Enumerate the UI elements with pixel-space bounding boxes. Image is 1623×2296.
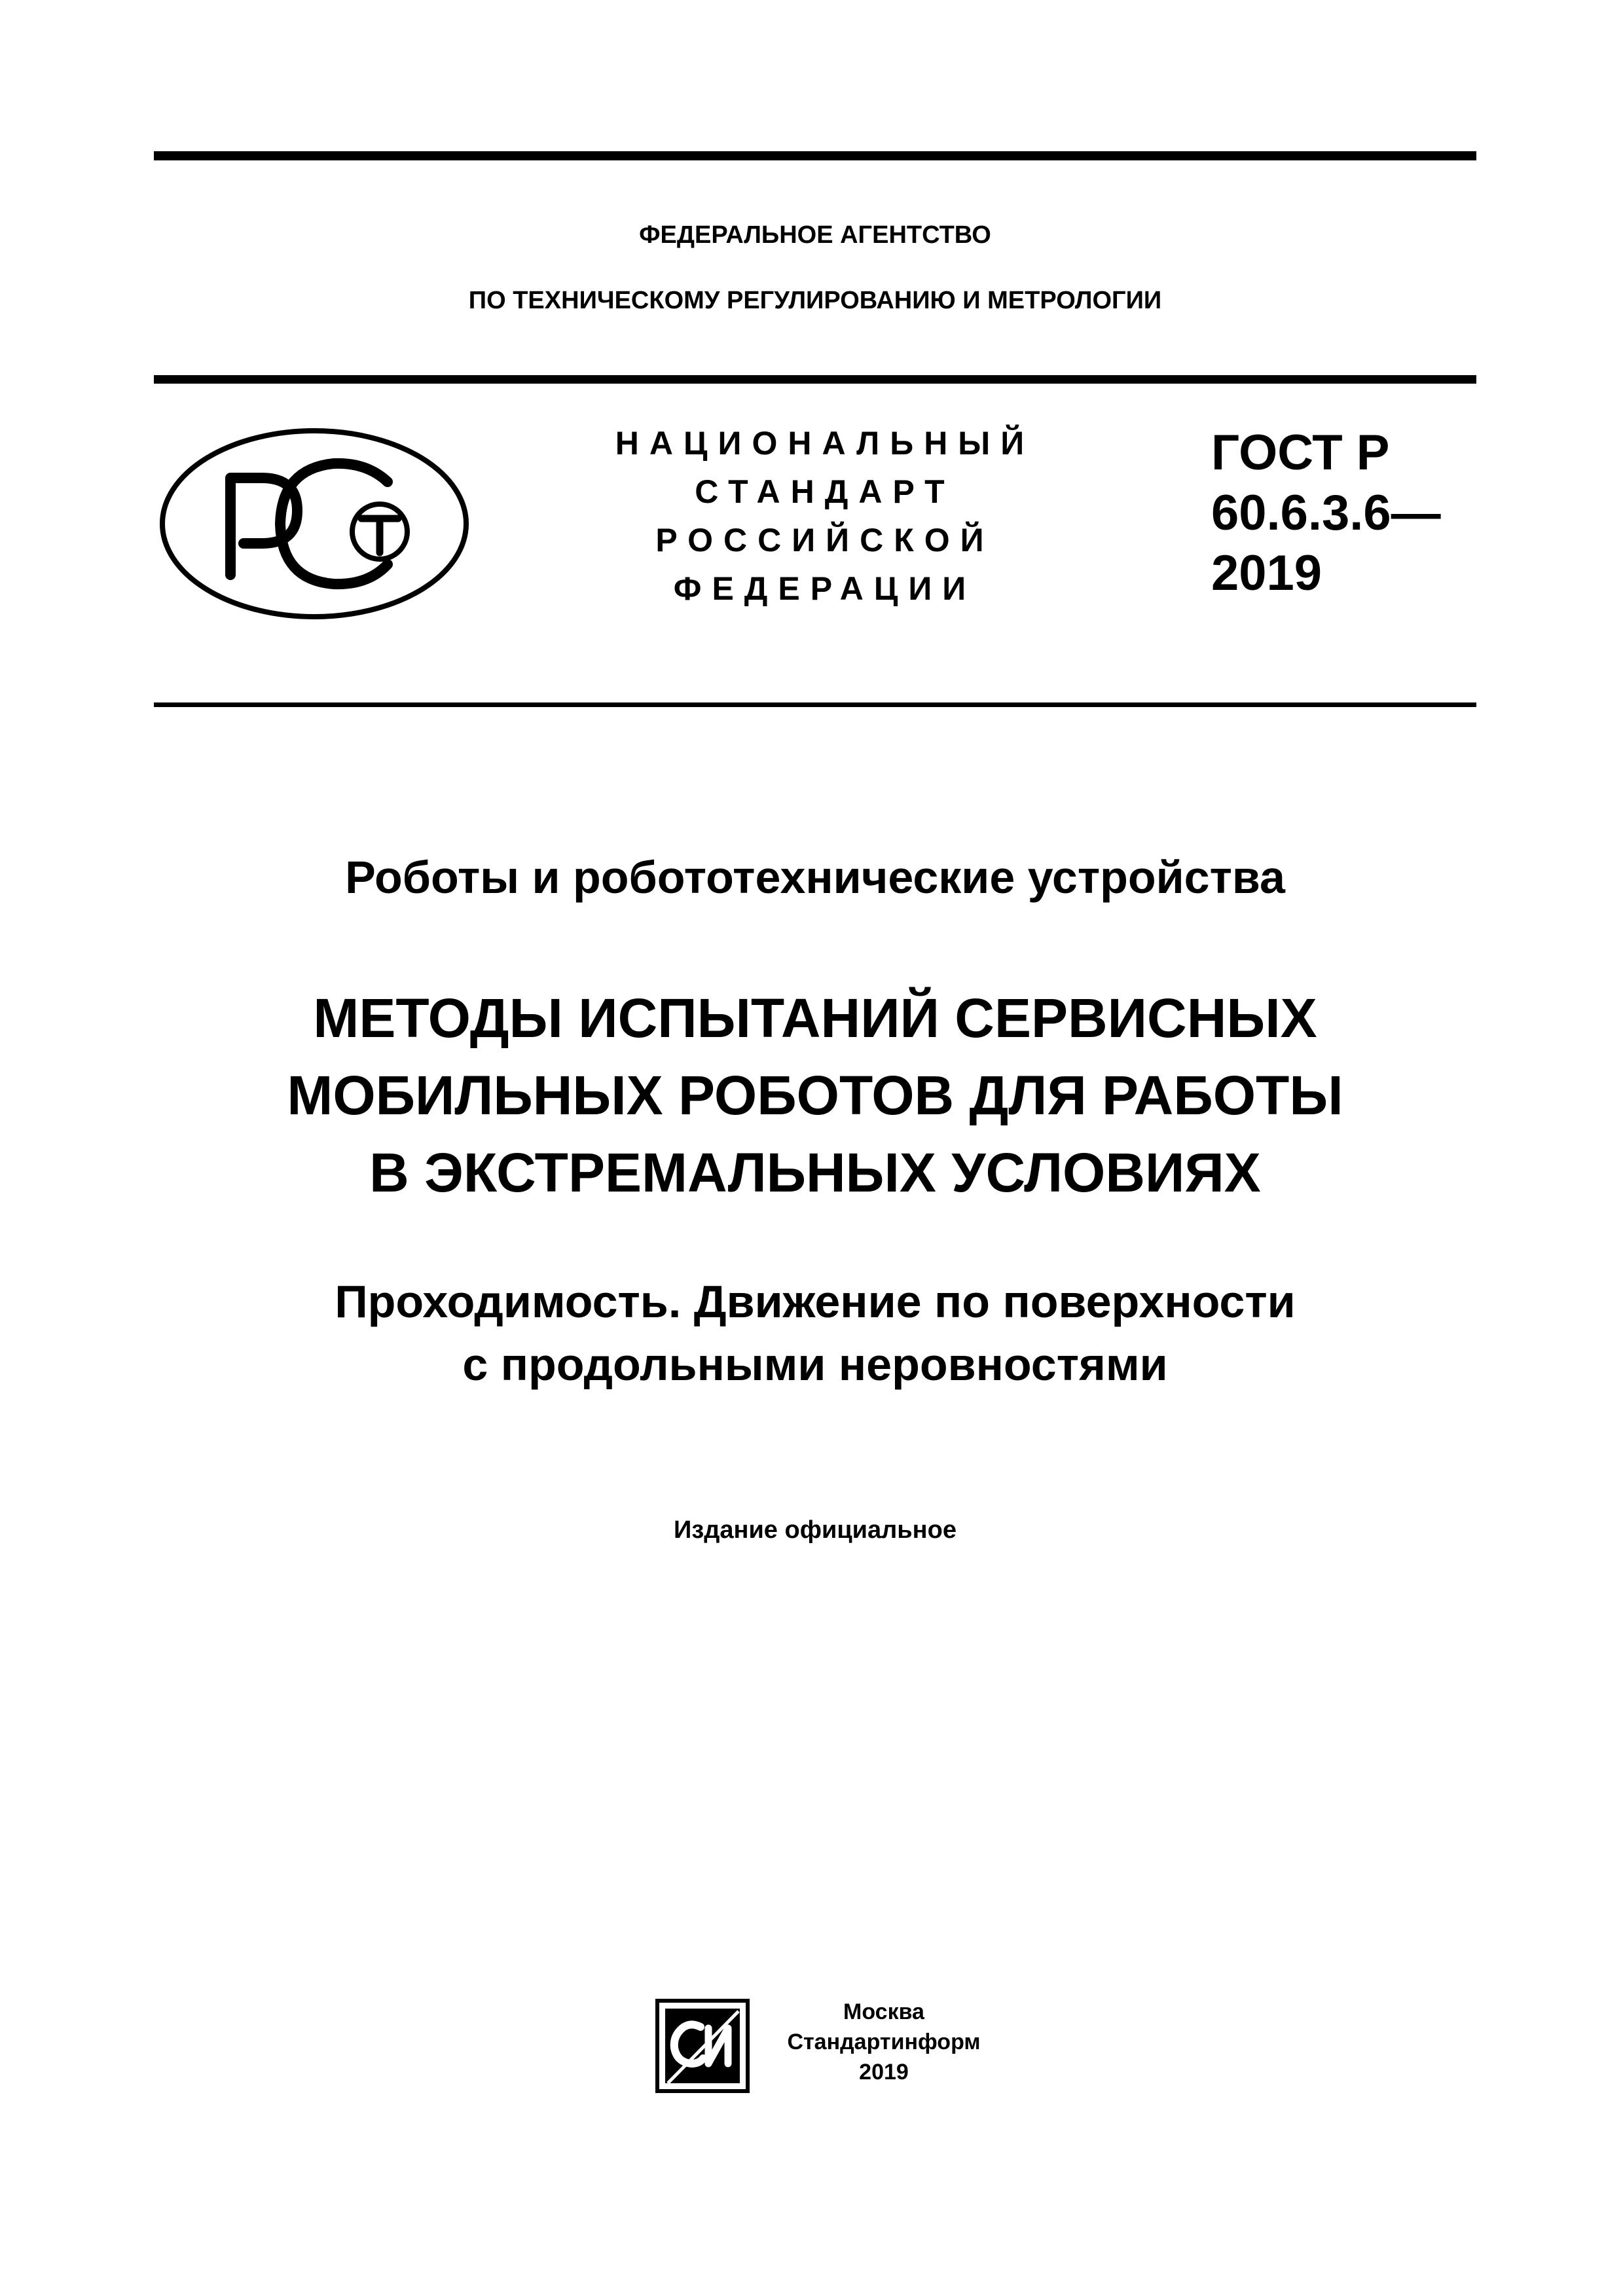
national-standard-line-1: НАЦИОНАЛЬНЫЙ (615, 425, 1035, 462)
standartinform-logo-icon (655, 1997, 752, 2094)
agency-line-1: ФЕДЕРАЛЬНОЕ АГЕНТСТВО (639, 221, 991, 249)
main-title-line-2: МОБИЛЬНЫХ РОБОТОВ ДЛЯ РАБОТЫ (287, 1065, 1343, 1126)
designation-line-2: 60.6.3.6— (1211, 485, 1441, 541)
publisher-name: Стандартинформ (787, 2030, 981, 2054)
agency-line-2: ПО ТЕХНИЧЕСКОМУ РЕГУЛИРОВАНИЮ И МЕТРОЛОГИИ (468, 287, 1162, 314)
publisher-city: Москва (843, 1999, 924, 2024)
designation-line-3: 2019 (1211, 545, 1322, 601)
national-standard-line-4: ФЕДЕРАЦИИ (673, 570, 977, 607)
subtitle-line-1: Проходимость. Движение по поверхности (335, 1276, 1296, 1327)
main-title-line-3: В ЭКСТРЕМАЛЬНЫХ УСЛОВИЯХ (369, 1142, 1261, 1203)
designation-line-1: ГОСТ Р (1211, 425, 1390, 481)
designation-rule (154, 702, 1476, 707)
national-standard-line-2: СТАНДАРТ (695, 473, 955, 510)
series-title: Роботы и робототехнические устройства (345, 852, 1285, 903)
publisher-year: 2019 (859, 2060, 909, 2085)
edition-label: Издание официальное (674, 1516, 957, 1544)
national-standard-line-3: РОССИЙСКОЙ (655, 522, 994, 558)
subtitle-line-2: с продольными неровностями (462, 1339, 1168, 1390)
main-title-line-1: МЕТОДЫ ИСПЫТАНИЙ СЕРВИСНЫХ (313, 987, 1317, 1049)
rst-logo-icon (157, 426, 471, 622)
header-rule (154, 375, 1476, 384)
top-rule (154, 151, 1476, 160)
